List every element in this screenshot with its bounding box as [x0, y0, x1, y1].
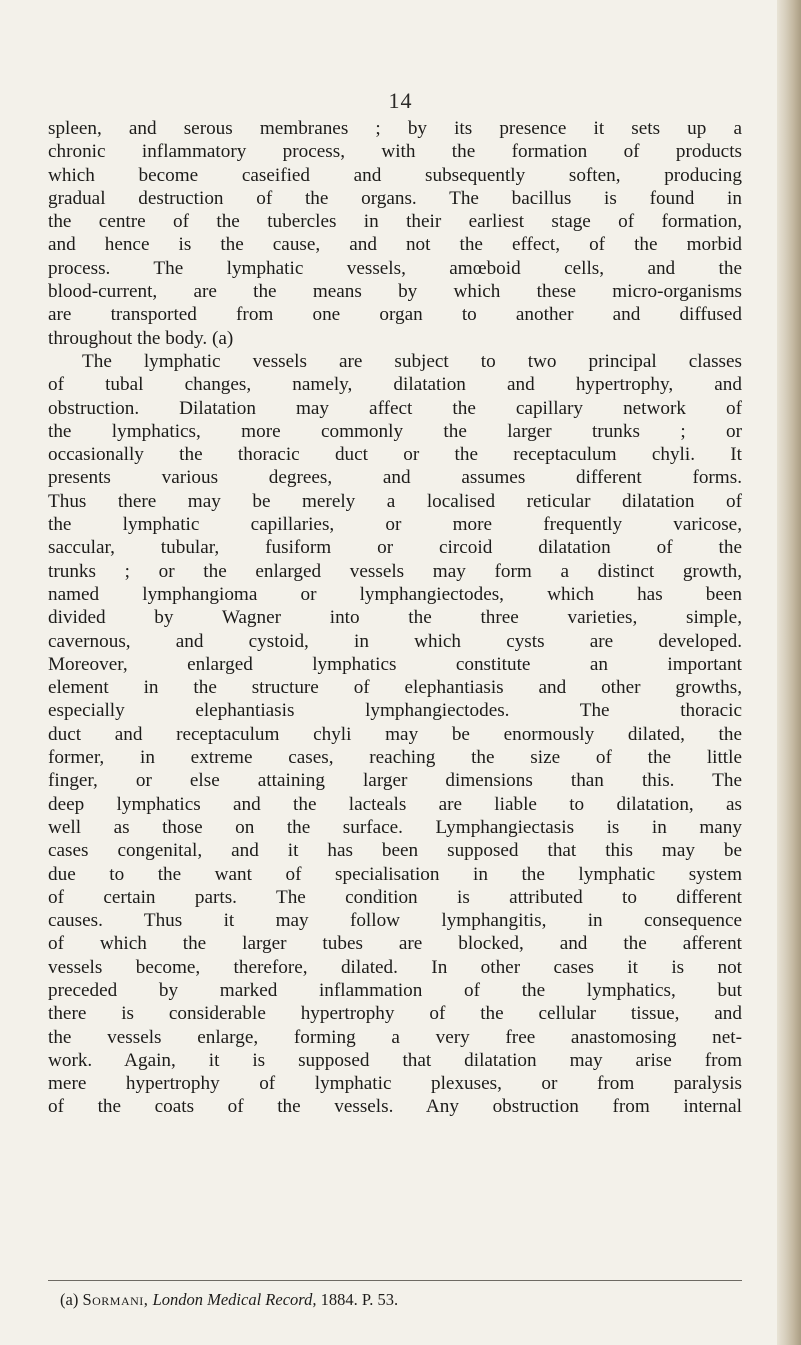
text-line: well as those on the surface. Lymphangiectasis is in many — [48, 816, 742, 838]
text-line: former, in extreme cases, reaching the size of the little — [48, 747, 742, 769]
text-line: Thus there may be merely a localised reticular dilatation of — [48, 490, 742, 512]
text-line: vessels become, therefore, dilated. In other cases it is not — [48, 956, 742, 978]
text-line: which become caseified and subsequently soften, producing — [48, 164, 742, 186]
footnote-divider — [48, 1280, 742, 1281]
text-line: causes. Thus it may follow lymphangitis, in consequence — [48, 910, 742, 932]
text-line: process. The lymphatic vessels, amœboid cells, and the — [48, 257, 742, 279]
page-edge-shadow — [777, 0, 801, 1345]
text-line: are transported from one organ to another and diffused — [48, 304, 742, 326]
text-line: of the coats of the vessels. Any obstruction from internal — [48, 1096, 742, 1118]
text-line: mere hypertrophy of lymphatic plexuses, or from paralysis — [48, 1073, 742, 1095]
text-line: saccular, tubular, fusiform or circoid dilatation of the — [48, 537, 742, 559]
footnote-page: P. 53. — [361, 1290, 399, 1309]
footnote-author: Sormani, — [82, 1290, 149, 1309]
text-line: work. Again, it is supposed that dilatation may arise from — [48, 1049, 742, 1071]
text-line: chronic inflammatory process, with the formation of products — [48, 141, 742, 163]
text-line: blood-current, are the means by which these micro-organisms — [48, 281, 742, 303]
text-line: there is considerable hypertrophy of the cellular tissue, and — [48, 1003, 742, 1025]
text-line: duct and receptaculum chyli may be enormously dilated, the — [48, 723, 742, 745]
text-line: deep lymphatics and the lacteals are liable to dilatation, as — [48, 793, 742, 815]
text-line: and hence is the cause, and not the effect, of the morbid — [48, 234, 742, 256]
text-line: presents various degrees, and assumes different forms. — [48, 467, 742, 489]
text-line: due to the want of specialisation in the lymphatic system — [48, 863, 742, 885]
text-line: cavernous, and cystoid, in which cysts are developed. — [48, 630, 742, 652]
text-line: trunks ; or the enlarged vessels may form a distinct growth, — [48, 560, 742, 582]
text-line: the lymphatic capillaries, or more frequently varicose, — [48, 514, 742, 536]
text-line: cases congenital, and it has been supposed that this may be — [48, 840, 742, 862]
text-line: divided by Wagner into the three varieties, simple, — [48, 607, 742, 629]
footnote-year: 1884. — [320, 1290, 358, 1309]
text-line: occasionally the thoracic duct or the receptaculum chyli. It — [48, 444, 742, 466]
text-line: gradual destruction of the organs. The bacillus is found in — [48, 187, 742, 209]
text-line: finger, or else attaining larger dimensions than this. The — [48, 770, 742, 792]
body-text — [48, 117, 742, 1119]
text-line: spleen, and serous membranes ; by its presence it sets up a — [48, 118, 742, 139]
text-line: element in the structure of elephantiasis and other growths, — [48, 677, 742, 699]
footnote-marker: (a) — [60, 1290, 79, 1309]
footnote-journal: London Medical Record, — [152, 1290, 317, 1309]
text-line: of which the larger tubes are blocked, and the afferent — [48, 933, 742, 955]
page-number: 14 — [388, 88, 413, 113]
footnote — [60, 1290, 740, 1310]
text-line: Moreover, enlarged lymphatics constitute an important — [48, 653, 742, 675]
text-line: the vessels enlarge, forming a very free anastomosing net- — [48, 1026, 742, 1048]
text-line: throughout the body. (a) — [48, 327, 234, 349]
text-line: especially elephantiasis lymphangiectodes. The thoracic — [48, 700, 742, 722]
text-line: named lymphangioma or lymphangiectodes, which has been — [48, 583, 742, 605]
text-line: preceded by marked inflammation of the lymphatics, but — [48, 979, 742, 1001]
text-line: obstruction. Dilatation may affect the capillary network of — [48, 397, 742, 419]
text-line: The lymphatic vessels are subject to two principal classes — [82, 350, 742, 372]
text-line: of certain parts. The condition is attributed to different — [48, 886, 742, 908]
text-line: the centre of the tubercles in their earliest stage of formation, — [48, 211, 742, 233]
text-line: of tubal changes, namely, dilatation and hypertrophy, and — [48, 374, 742, 396]
text-line: the lymphatics, more commonly the larger trunks ; or — [48, 420, 742, 442]
